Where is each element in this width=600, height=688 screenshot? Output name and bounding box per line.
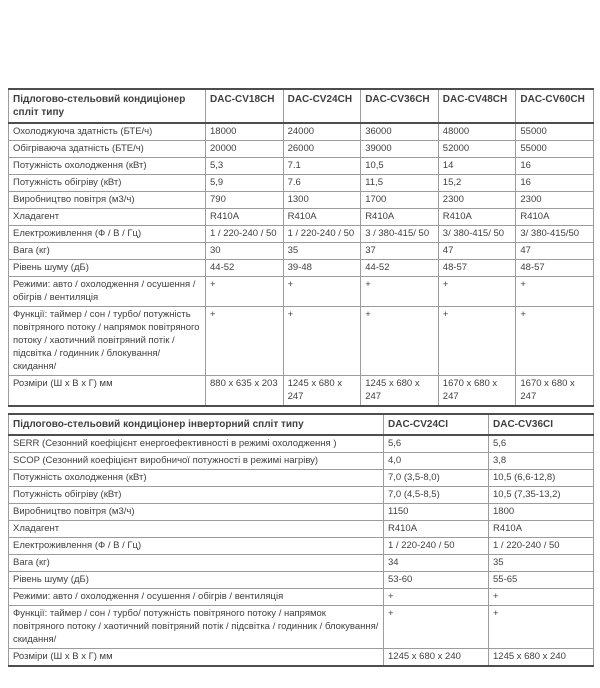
table-row — [9, 538, 594, 555]
spec-value-cell: 5,6 — [384, 435, 489, 453]
spec-value-cell: 44-52 — [361, 260, 439, 277]
spec-value-cell: 5,3 — [206, 158, 284, 175]
table-row — [9, 521, 594, 538]
spec-value-cell: R410A — [361, 209, 439, 226]
spec-value-cell: 7,0 (3,5-8,0) — [384, 470, 489, 487]
spec-value-cell: 1245 x 680 x 247 — [283, 376, 361, 407]
table-row — [9, 435, 594, 453]
spec-sheet — [8, 88, 593, 667]
spec-value-cell: 48000 — [438, 123, 516, 141]
row-label: Хладагент — [9, 209, 206, 226]
row-label: Розміри (Ш х В х Г) мм — [9, 376, 206, 407]
spec-value-cell: 35 — [283, 243, 361, 260]
spec-value-cell: 16 — [516, 158, 594, 175]
spec-value-cell: 55000 — [516, 123, 594, 141]
table-row — [9, 555, 594, 572]
spec-value-cell: 30 — [206, 243, 284, 260]
spec-value-cell: 52000 — [438, 141, 516, 158]
row-label: Вага (кг) — [9, 555, 384, 572]
table-row — [9, 226, 594, 243]
row-label: Рівень шуму (дБ) — [9, 572, 384, 589]
table-row — [9, 376, 594, 407]
table-row — [9, 243, 594, 260]
spec-value-cell: 1700 — [361, 192, 439, 209]
spec-value-cell: 2300 — [438, 192, 516, 209]
spec-value-cell: + — [489, 589, 594, 606]
spec-value-cell: 55000 — [516, 141, 594, 158]
spec-value-cell: R410A — [384, 521, 489, 538]
spec-value-cell: 34 — [384, 555, 489, 572]
spec-value-cell: 1 / 220-240 / 50 — [384, 538, 489, 555]
spec-value-cell: 16 — [516, 175, 594, 192]
column-header: DAC-CV24CH — [283, 89, 361, 123]
spec-value-cell: + — [206, 307, 284, 376]
row-label: Виробництво повітря (м3/ч) — [9, 192, 206, 209]
table-row — [9, 606, 594, 649]
table-body — [9, 435, 594, 666]
table-row — [9, 192, 594, 209]
spec-value-cell: 10,5 (7,35-13,2) — [489, 487, 594, 504]
spec-value-cell: 880 x 635 x 203 — [206, 376, 284, 407]
spec-value-cell: 24000 — [283, 123, 361, 141]
spec-value-cell: + — [516, 277, 594, 307]
column-header: DAC-CV18CH — [206, 89, 284, 123]
spec-table-inverter — [8, 413, 594, 667]
spec-value-cell: 55-65 — [489, 572, 594, 589]
table-row — [9, 158, 594, 175]
table-row — [9, 277, 594, 307]
spec-value-cell: + — [283, 277, 361, 307]
row-label: Функції: таймер / сон / турбо/ потужність повітряного потоку / напрямок повітряного потоку / хаотичний повітряний потік / підсвітка / годинник / блокування/ скидання/ — [9, 606, 384, 649]
table-row — [9, 307, 594, 376]
row-label: Електроживлення (Ф / В / Гц) — [9, 226, 206, 243]
row-label: Обігріваюча здатність (БТЕ/ч) — [9, 141, 206, 158]
row-label: Функції: таймер / сон / турбо/ потужність повітряного потоку / напрямок повітряного потоку / хаотичний повітряний потік / підсвітка / годинник / блокування/ скидання/ — [9, 307, 206, 376]
table-row — [9, 175, 594, 192]
spec-value-cell: 39-48 — [283, 260, 361, 277]
table-row — [9, 123, 594, 141]
spec-value-cell: + — [438, 307, 516, 376]
spec-value-cell: 20000 — [206, 141, 284, 158]
spec-value-cell: R410A — [489, 521, 594, 538]
table-row — [9, 260, 594, 277]
spec-value-cell: + — [516, 307, 594, 376]
column-header: DAC-CV36CH — [361, 89, 439, 123]
spec-value-cell: + — [361, 277, 439, 307]
spec-value-cell: 1245 x 680 x 240 — [384, 649, 489, 667]
spec-value-cell: 1300 — [283, 192, 361, 209]
spec-value-cell: + — [384, 606, 489, 649]
row-label: SERR (Сезонний коефіцієнт енергоефективності в режимі охолодження ) — [9, 435, 384, 453]
table-title: Підлогово-стельовий кондиціонер спліт типу — [9, 89, 206, 123]
spec-value-cell: 790 — [206, 192, 284, 209]
spec-value-cell: 39000 — [361, 141, 439, 158]
row-label: Режими: авто / охолодження / осушення / обігрів / вентиляція — [9, 589, 384, 606]
spec-value-cell: R410A — [438, 209, 516, 226]
column-header: DAC-CV60CH — [516, 89, 594, 123]
spec-value-cell: + — [206, 277, 284, 307]
table-row — [9, 209, 594, 226]
spec-value-cell: 1 / 220-240 / 50 — [489, 538, 594, 555]
spec-value-cell: 10,5 — [361, 158, 439, 175]
spec-value-cell: 26000 — [283, 141, 361, 158]
table-body — [9, 123, 594, 406]
row-label: Розміри (Ш х В х Г) мм — [9, 649, 384, 667]
row-label: Режими: авто / охолодження / осушення / обігрів / вентиляція — [9, 277, 206, 307]
column-header: DAC-CV48CH — [438, 89, 516, 123]
spec-value-cell: 10,5 (6,6-12,8) — [489, 470, 594, 487]
table-header-row — [9, 414, 594, 435]
spec-value-cell: 47 — [516, 243, 594, 260]
spec-value-cell: + — [384, 589, 489, 606]
spec-value-cell: 1245 x 680 x 247 — [361, 376, 439, 407]
spec-value-cell: + — [489, 606, 594, 649]
table-row — [9, 453, 594, 470]
spec-value-cell: R410A — [516, 209, 594, 226]
spec-value-cell: 53-60 — [384, 572, 489, 589]
row-label: Потужність обігріву (кВт) — [9, 487, 384, 504]
spec-value-cell: 14 — [438, 158, 516, 175]
row-label: SCOP (Сезонний коефіцієнт виробничої потужності в режимі нагріву) — [9, 453, 384, 470]
spec-value-cell: 44-52 — [206, 260, 284, 277]
spec-value-cell: 7.6 — [283, 175, 361, 192]
column-header: DAC-CV24CI — [384, 414, 489, 435]
column-header: DAC-CV36CI — [489, 414, 594, 435]
table-row — [9, 141, 594, 158]
spec-value-cell: 36000 — [361, 123, 439, 141]
row-label: Виробництво повітря (м3/ч) — [9, 504, 384, 521]
spec-value-cell: R410A — [283, 209, 361, 226]
spec-value-cell: 15,2 — [438, 175, 516, 192]
spec-table-split — [8, 88, 594, 407]
spec-value-cell: 1670 x 680 x 247 — [516, 376, 594, 407]
row-label: Хладагент — [9, 521, 384, 538]
table-row — [9, 504, 594, 521]
spec-value-cell: R410A — [206, 209, 284, 226]
spec-value-cell: 37 — [361, 243, 439, 260]
spec-value-cell: + — [361, 307, 439, 376]
table-row — [9, 487, 594, 504]
table-title: Підлогово-стельовий кондиціонер інверторний спліт типу — [9, 414, 384, 435]
spec-value-cell: 1 / 220-240 / 50 — [283, 226, 361, 243]
row-label: Потужність охолодження (кВт) — [9, 470, 384, 487]
row-label: Вага (кг) — [9, 243, 206, 260]
table-row — [9, 649, 594, 667]
row-label: Рівень шуму (дБ) — [9, 260, 206, 277]
spec-value-cell: 35 — [489, 555, 594, 572]
spec-value-cell: 7.1 — [283, 158, 361, 175]
spec-value-cell: 3/ 380-415/50 — [516, 226, 594, 243]
spec-value-cell: 11,5 — [361, 175, 439, 192]
row-label: Потужність охолодження (кВт) — [9, 158, 206, 175]
spec-value-cell: 18000 — [206, 123, 284, 141]
table-header-row — [9, 89, 594, 123]
table-row — [9, 589, 594, 606]
row-label: Охолоджуюча здатність (БТЕ/ч) — [9, 123, 206, 141]
row-label: Електроживлення (Ф / В / Гц) — [9, 538, 384, 555]
spec-value-cell: 1800 — [489, 504, 594, 521]
spec-value-cell: 5,6 — [489, 435, 594, 453]
spec-value-cell: 48-57 — [438, 260, 516, 277]
spec-value-cell: 4,0 — [384, 453, 489, 470]
spec-value-cell: 3,8 — [489, 453, 594, 470]
spec-value-cell: 3/ 380-415/ 50 — [438, 226, 516, 243]
table-row — [9, 572, 594, 589]
spec-value-cell: 1245 x 680 x 240 — [489, 649, 594, 667]
spec-value-cell: 7,0 (4,5-8,5) — [384, 487, 489, 504]
spec-value-cell: 48-57 — [516, 260, 594, 277]
spec-value-cell: 2300 — [516, 192, 594, 209]
spec-value-cell: 5,9 — [206, 175, 284, 192]
spec-value-cell: 1670 x 680 x 247 — [438, 376, 516, 407]
table-row — [9, 470, 594, 487]
spec-value-cell: 1150 — [384, 504, 489, 521]
spec-value-cell: 47 — [438, 243, 516, 260]
row-label: Потужність обігріву (кВт) — [9, 175, 206, 192]
spec-value-cell: 1 / 220-240 / 50 — [206, 226, 284, 243]
spec-value-cell: + — [283, 307, 361, 376]
spec-value-cell: 3 / 380-415/ 50 — [361, 226, 439, 243]
spec-value-cell: + — [438, 277, 516, 307]
